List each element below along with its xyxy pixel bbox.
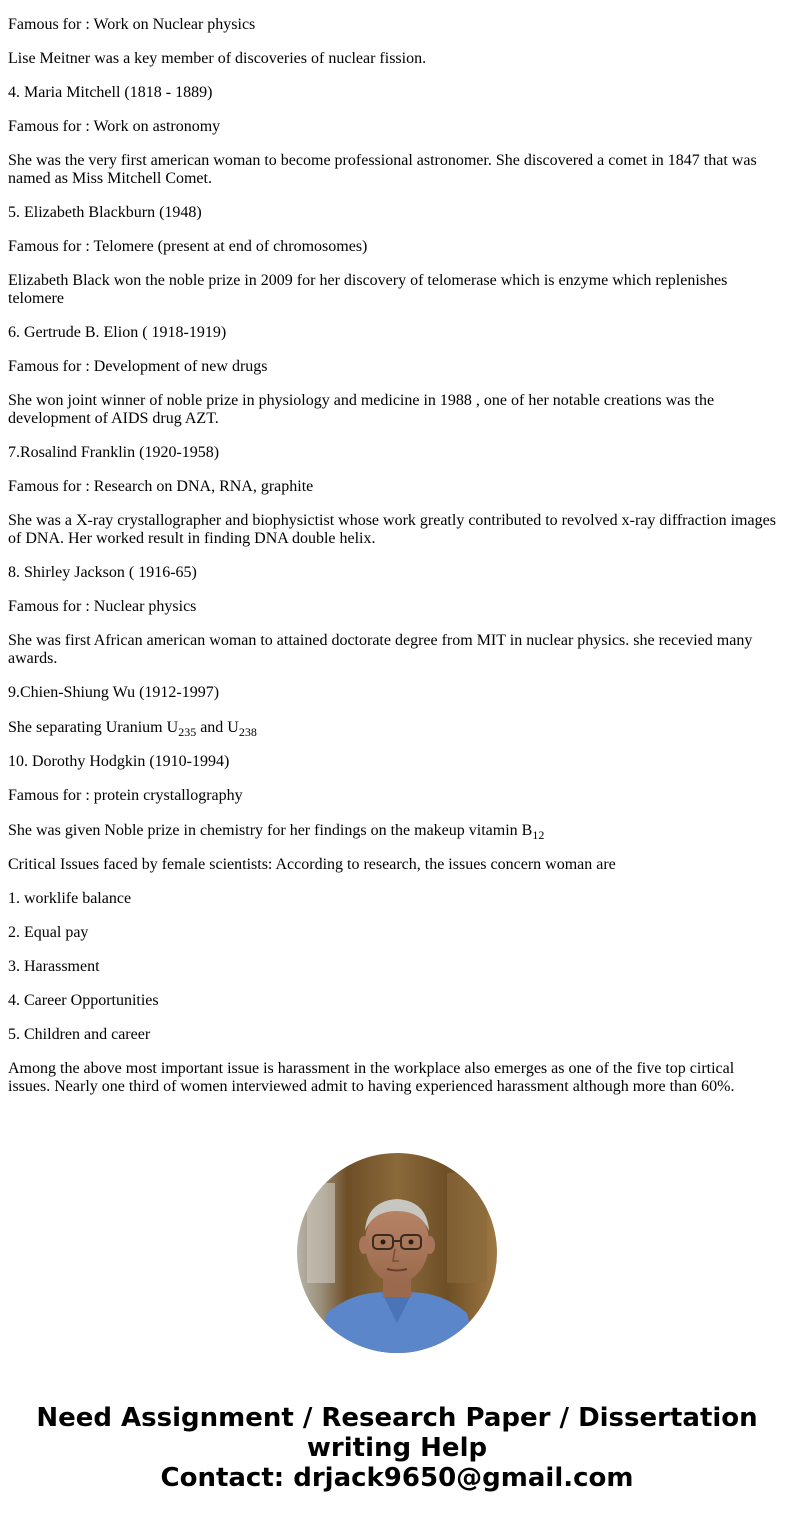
desc-wu-part-a: She separating Uranium U (8, 719, 179, 736)
subscript-12: 12 (532, 828, 545, 842)
desc-mitchell: She was the very first american woman to become professional astronomer. She discovered a comet in 1847 that was named as Miss Mitchell Comet. (8, 152, 757, 187)
issue-item: 5. Children and career (8, 1026, 151, 1043)
desc-franklin: She was a X-ray crystallographer and biophysictist whose work greatly contributed to revolved x-ray diffraction images of DNA. Her worked result in finding DNA double helix. (8, 512, 776, 547)
heading-franklin: 7.Rosalind Franklin (1920-1958) (8, 444, 220, 461)
article-body (8, 0, 780, 1112)
heading-jackson: 8. Shirley Jackson ( 1916-65) (8, 564, 197, 581)
heading-blackburn: 5. Elizabeth Blackburn (1948) (8, 204, 202, 221)
desc-wu-part-b: and U (196, 719, 239, 736)
heading-elion: 6. Gertrude B. Elion ( 1918-1919) (8, 324, 227, 341)
desc-elion: She won joint winner of noble prize in physiology and medicine in 1988 , one of her notable creations was the development of AIDS drug AZT. (8, 392, 715, 427)
famous-for-jackson: Famous for : Nuclear physics (8, 598, 197, 615)
desc-jackson: She was first African american woman to attained doctorate degree from MIT in nuclear physics. she recevied many awards. (8, 632, 753, 667)
famous-for-hodgkin: Famous for : protein crystallography (8, 787, 243, 804)
issues-intro: Critical Issues faced by female scientists: According to research, the issues concern woman are (8, 856, 616, 873)
famous-for-mitchell: Famous for : Work on astronomy (8, 118, 221, 135)
author-avatar (297, 1153, 497, 1353)
heading-wu: 9.Chien-Shiung Wu (1912-1997) (8, 684, 220, 701)
cta-contact-line: Contact: drjack9650@gmail.com (160, 1463, 634, 1493)
desc-blackburn: Elizabeth Black won the noble prize in 2009 for her discovery of telomerase which is enzyme which replenishes telomere (8, 272, 728, 307)
author-portrait-icon (297, 1153, 497, 1353)
subscript-238: 238 (238, 725, 257, 739)
famous-for-meitner: Famous for : Work on Nuclear physics (8, 16, 256, 33)
desc-meitner: Lise Meitner was a key member of discoveries of nuclear fission. (8, 50, 427, 67)
desc-hodgkin (8, 821, 780, 840)
heading-mitchell: 4. Maria Mitchell (1818 - 1889) (8, 84, 213, 101)
famous-for-blackburn: Famous for : Telomere (present at end of chromosomes) (8, 238, 368, 255)
issue-item: 3. Harassment (8, 958, 100, 975)
contact-banner (0, 1403, 794, 1493)
issue-item: 2. Equal pay (8, 924, 89, 941)
cta-line-1: Need Assignment / Research Paper / Dissertation (36, 1403, 758, 1433)
issue-item: 4. Career Opportunities (8, 992, 159, 1009)
heading-hodgkin: 10. Dorothy Hodgkin (1910-1994) (8, 753, 230, 770)
closing-paragraph: Among the above most important issue is harassment in the workplace also emerges as one of the five top cirtical issues. Nearly one third of women interviewed admit to having experienced harassment although more than 60%. (8, 1060, 735, 1095)
issue-item: 1. worklife balance (8, 890, 132, 907)
famous-for-franklin: Famous for : Research on DNA, RNA, graphite (8, 478, 314, 495)
cta-line-2: writing Help (306, 1433, 488, 1463)
desc-hodgkin-text: She was given Noble prize in chemistry for her findings on the makeup vitamin B (8, 822, 533, 839)
famous-for-elion: Famous for : Development of new drugs (8, 358, 268, 375)
desc-wu (8, 718, 780, 737)
subscript-235: 235 (178, 725, 197, 739)
